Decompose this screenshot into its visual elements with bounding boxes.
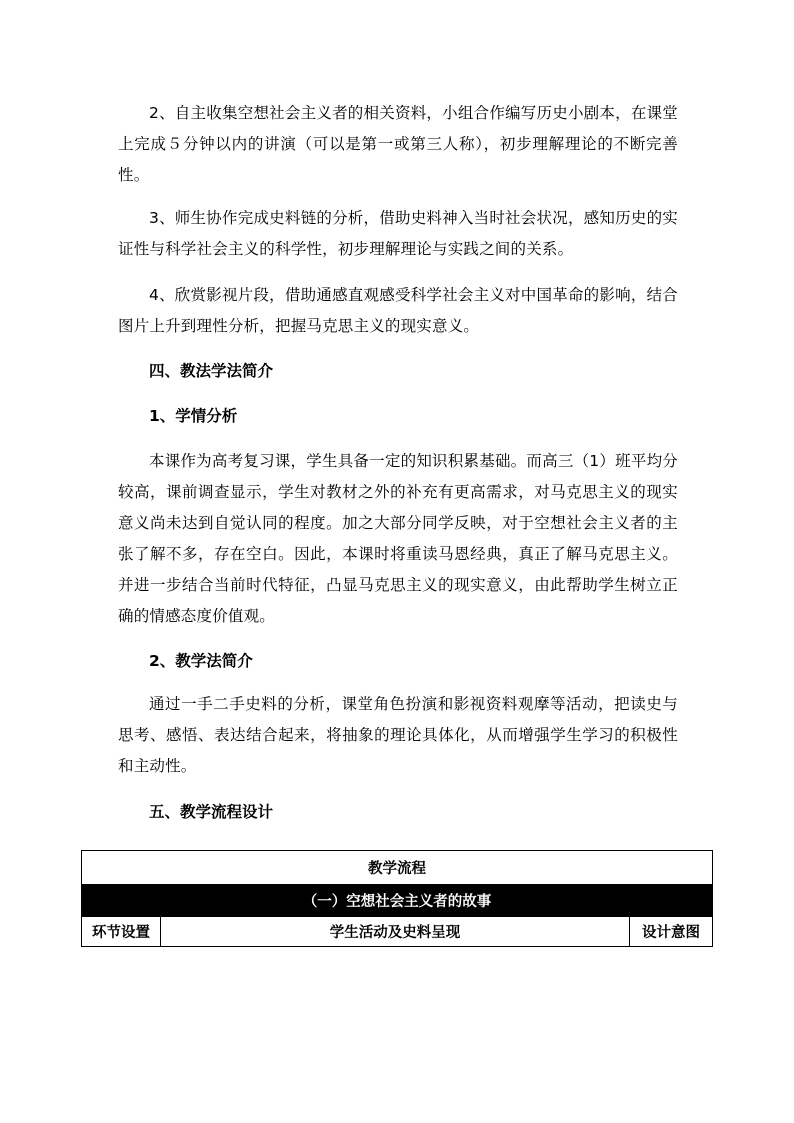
column-header-intent: 设计意图	[630, 917, 713, 947]
table-header-row	[82, 917, 713, 947]
heading-teaching-methods: 四、教法学法简介	[149, 362, 274, 380]
paragraph-goal-3: 3、师生协作完成史料链的分析，借助史料神入当时社会状况，感知历史的实证性与科学社会主义的科学性，初步理解理论与实践之间的关系。	[118, 209, 678, 258]
table-title-cell: 教学流程	[82, 851, 713, 885]
heading-teaching-method-intro: 2、教学法简介	[149, 652, 253, 670]
table-section-row	[82, 885, 713, 917]
heading-student-analysis: 1、学情分析	[149, 407, 238, 425]
column-header-stage: 环节设置	[82, 917, 161, 947]
heading-teaching-flow-design: 五、教学流程设计	[149, 803, 274, 821]
table-section-cell: （一）空想社会主义者的故事	[82, 885, 713, 917]
teaching-flow-table	[81, 850, 713, 947]
table-title-row	[82, 851, 713, 885]
paragraph-teaching-method: 通过一手二手史料的分析，课堂角色扮演和影视资料观摩等活动，把读史与思考、感悟、表达结合起来，将抽象的理论具体化，从而增强学生学习的积极性和主动性。	[118, 695, 678, 775]
paragraph-goal-4: 4、欣赏影视片段，借助通感直观感受科学社会主义对中国革命的影响，结合图片上升到理性分析，把握马克思主义的现实意义。	[118, 286, 678, 335]
paragraph-goal-2: 2、自主收集空想社会主义者的相关资料，小组合作编写历史小剧本，在课堂上完成５分钟以内的讲演（可以是第一或第三人称），初步理解理论的不断完善性。	[118, 104, 678, 184]
paragraph-student-analysis: 本课作为高考复习课，学生具备一定的知识积累基础。而高三（1）班平均分较高，课前调查显示，学生对教材之外的补充有更高需求，对马克思主义的现实意义尚未达到自觉认同的程度。加之大部分同学反映，对于空想社会主义者的主张了解不多，存在空白。因此，本课时将重读马恩经典，真正了解马克思主义。并进一步结合当前时代特征，凸显马克思主义的现实意义，由此帮助学生树立正确的情感态度价值观。	[118, 452, 678, 625]
column-header-activities: 学生活动及史料呈现	[161, 917, 630, 947]
